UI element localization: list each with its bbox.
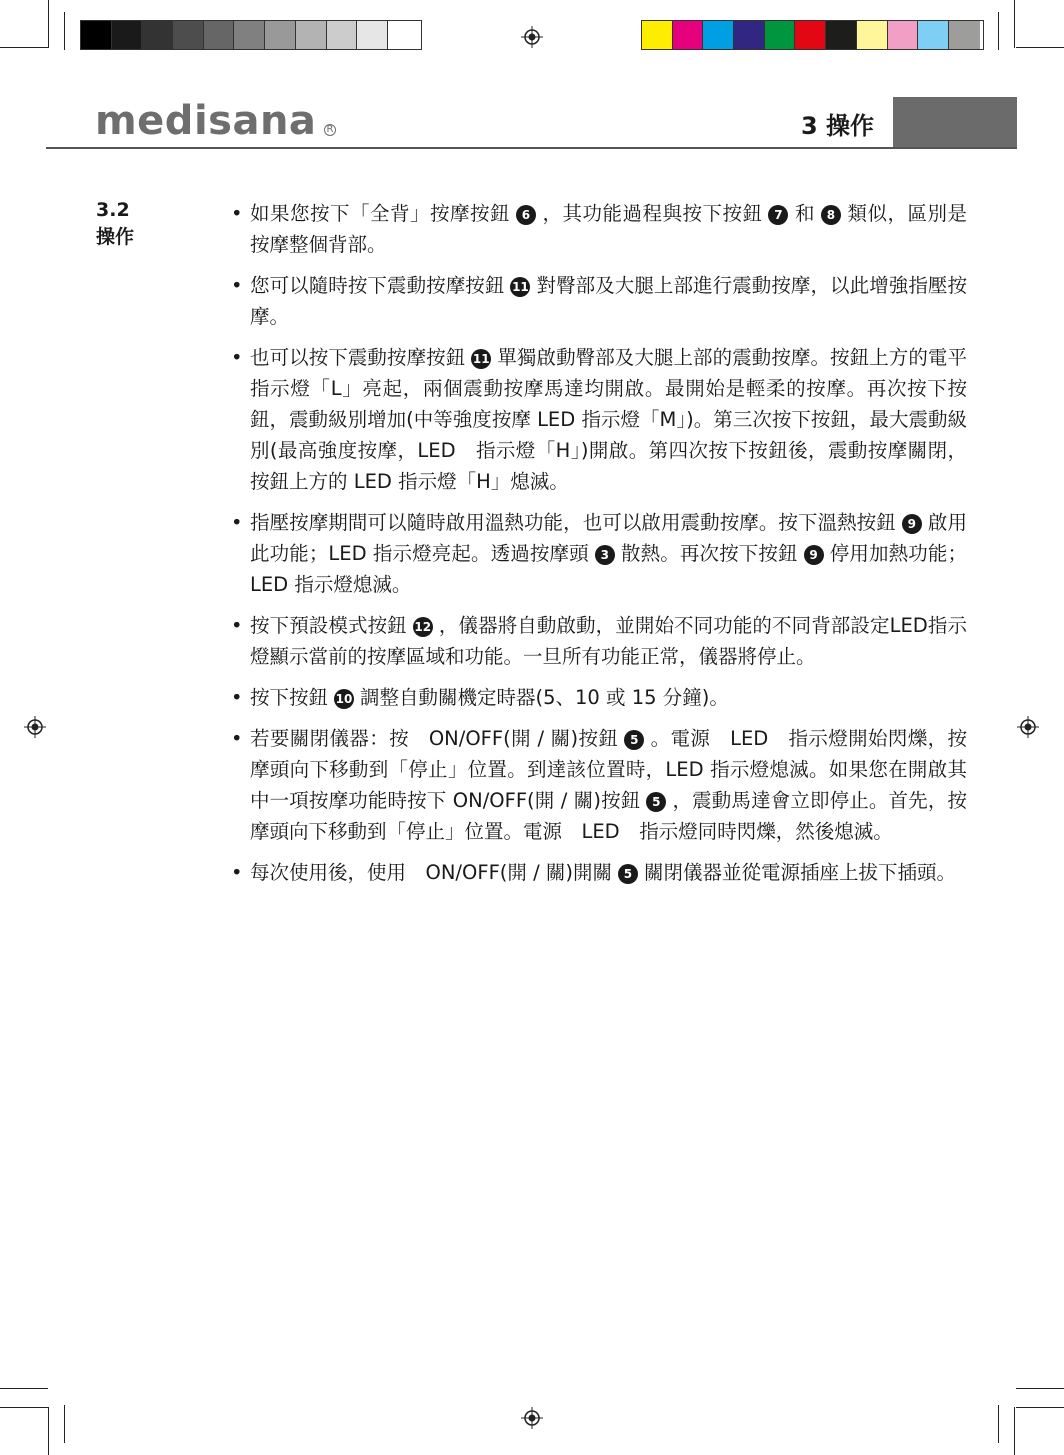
registration-mark-icon: [521, 26, 543, 48]
bullet-text: 也可以按下震動按摩按鈕: [250, 346, 466, 369]
crop-mark: [0, 1388, 48, 1389]
bullet-item: [228, 610, 967, 672]
bullet-item: [228, 682, 967, 713]
color-swatch: [826, 21, 857, 49]
button-number-badge: 12: [413, 617, 433, 637]
color-swatch: [173, 21, 204, 49]
color-swatch: [795, 21, 826, 49]
button-number-badge: 5: [646, 792, 666, 812]
grayscale-color-bar: [80, 20, 422, 50]
crop-mark: [1014, 1407, 1015, 1455]
crop-mark: [48, 1407, 49, 1455]
registration-mark-icon: [521, 1407, 543, 1429]
bullet-text: ，震動馬達會立即停止。首先，按摩頭向下移動到「停止」位置。電源 LED 指示燈同時閃爍，然後熄滅。: [250, 789, 967, 843]
color-swatch: [265, 21, 296, 49]
bullet-dot: •: [231, 861, 243, 884]
bullet-text: 若要關閉儀器：按 ON/OFF(開 / 關)按鈕: [250, 727, 619, 750]
bullet-text: 單獨啟動臀部及大腿上部的震動按摩。按鈕上方的電平指示燈「L」亮起，兩個震動按摩馬達均開啟。最開始是輕柔的按摩。再次按下按鈕，震動級別增加(中等強度按摩 LED 指示燈「M」)。第三次按下按鈕，最大震動級別(最高強度按摩，LED 指示燈「H」)開啟。第四次按下按鈕後，震動按摩關閉，按鈕上方的 LED 指示燈「H」熄滅。: [250, 346, 967, 493]
color-swatch: [112, 21, 143, 49]
crop-mark: [64, 12, 65, 50]
bullet-item: [228, 507, 967, 600]
bullet-dot: •: [231, 346, 243, 369]
button-number-badge: 7: [768, 205, 788, 225]
color-swatch: [949, 21, 980, 49]
button-number-badge: 9: [804, 545, 824, 565]
color-swatch: [327, 21, 358, 49]
bullet-dot: •: [231, 686, 243, 709]
section-label: [96, 197, 134, 251]
bullet-text: 散熱。再次按下按鈕: [620, 542, 798, 565]
bullet-item: [228, 198, 967, 260]
bullet-text: ，儀器將自動啟動，並開始不同功能的不同背部設定LED指示燈顯示當前的按摩區域和功能。一旦所有功能正常，儀器將停止。: [250, 614, 967, 668]
bullet-text: 關閉儀器並從電源插座上拔下插頭。: [643, 861, 956, 884]
button-number-badge: 11: [510, 277, 530, 297]
section-number: 3.2: [96, 199, 130, 221]
color-swatch: [81, 21, 112, 49]
crop-mark: [0, 47, 48, 48]
crop-mark: [998, 1405, 999, 1443]
button-number-badge: 8: [821, 205, 841, 225]
bullet-text: 停用加熱功能；LED 指示燈熄滅。: [250, 542, 967, 596]
bullet-text: 每次使用後，使用 ON/OFF(開 / 關)開關: [250, 861, 612, 884]
bullet-dot: •: [231, 202, 243, 225]
bullet-item: [228, 270, 967, 332]
color-swatch: [918, 21, 949, 49]
color-swatch: [765, 21, 796, 49]
crop-mark: [48, 0, 49, 48]
bullet-text: ，其功能過程與按下按鈕: [541, 202, 763, 225]
button-number-badge: 11: [471, 349, 491, 369]
crop-mark: [0, 1407, 48, 1408]
bullet-dot: •: [231, 274, 243, 297]
crop-mark: [64, 1405, 65, 1443]
button-number-badge: 6: [516, 205, 536, 225]
color-swatch: [357, 21, 388, 49]
color-swatch: [703, 21, 734, 49]
color-swatch: [734, 21, 765, 49]
color-swatch: [642, 21, 673, 49]
color-swatch: [234, 21, 265, 49]
button-number-badge: 5: [618, 864, 638, 884]
registration-mark-icon: [24, 716, 46, 738]
bullet-dot: •: [231, 727, 243, 750]
button-number-badge: 10: [334, 689, 354, 709]
instruction-list: [228, 198, 967, 898]
bullet-item: [228, 342, 967, 497]
section-title: 操作: [96, 226, 135, 248]
color-swatch: [142, 21, 173, 49]
bullet-text: 和: [794, 202, 815, 225]
color-swatch: [296, 21, 327, 49]
color-swatch: [204, 21, 235, 49]
crop-mark: [1016, 1407, 1064, 1408]
bullet-text: 指壓按摩期間可以隨時啟用溫熱功能，也可以啟用震動按摩。按下溫熱按鈕: [250, 511, 896, 534]
bullet-text: 如果您按下「全背」按摩按鈕: [250, 202, 510, 225]
header-rule: [46, 147, 1017, 149]
button-number-badge: 5: [624, 730, 644, 750]
bullet-item: [228, 723, 967, 847]
color-swatch: [388, 21, 419, 49]
crop-mark: [1014, 0, 1015, 48]
bullet-text: 調整自動關機定時器(5、10 或 15 分鐘)。: [360, 686, 729, 709]
bullet-text: 您可以隨時按下震動按摩按鈕: [250, 274, 505, 297]
chapter-title: 3 操作: [800, 112, 874, 140]
registration-mark-icon: [1017, 716, 1039, 738]
button-number-badge: 9: [902, 514, 922, 534]
process-color-bar: [641, 20, 984, 50]
brand-logo: medisana: [95, 98, 317, 144]
bullet-item: [228, 857, 967, 888]
button-number-badge: 3: [595, 545, 615, 565]
crop-mark: [1016, 47, 1064, 48]
registered-mark: R: [324, 124, 336, 136]
chapter-tab: [893, 97, 1017, 148]
bullet-text: 按下按鈕: [250, 686, 329, 709]
bullet-dot: •: [231, 614, 243, 637]
crop-mark: [1016, 1388, 1064, 1389]
bullet-text: 按下預設模式按鈕: [250, 614, 407, 637]
crop-mark: [998, 12, 999, 50]
bullet-text: 類似，區別是按摩整個背部。: [250, 202, 967, 256]
color-swatch: [888, 21, 919, 49]
color-swatch: [857, 21, 888, 49]
color-swatch: [673, 21, 704, 49]
bullet-text: 啟用此功能；LED 指示燈亮起。透過按摩頭: [250, 511, 967, 565]
bullet-text: 。電源 LED 指示燈開始閃爍，按摩頭向下移動到「停止」位置。到達該位置時，LED 指示燈熄滅。如果您在開啟其中一項按摩功能時按下 ON/OFF(開 / 關)按鈕: [250, 727, 967, 812]
bullet-text: 對臀部及大腿上部進行震動按摩，以此增強指壓按摩。: [250, 274, 967, 328]
bullet-dot: •: [231, 511, 243, 534]
